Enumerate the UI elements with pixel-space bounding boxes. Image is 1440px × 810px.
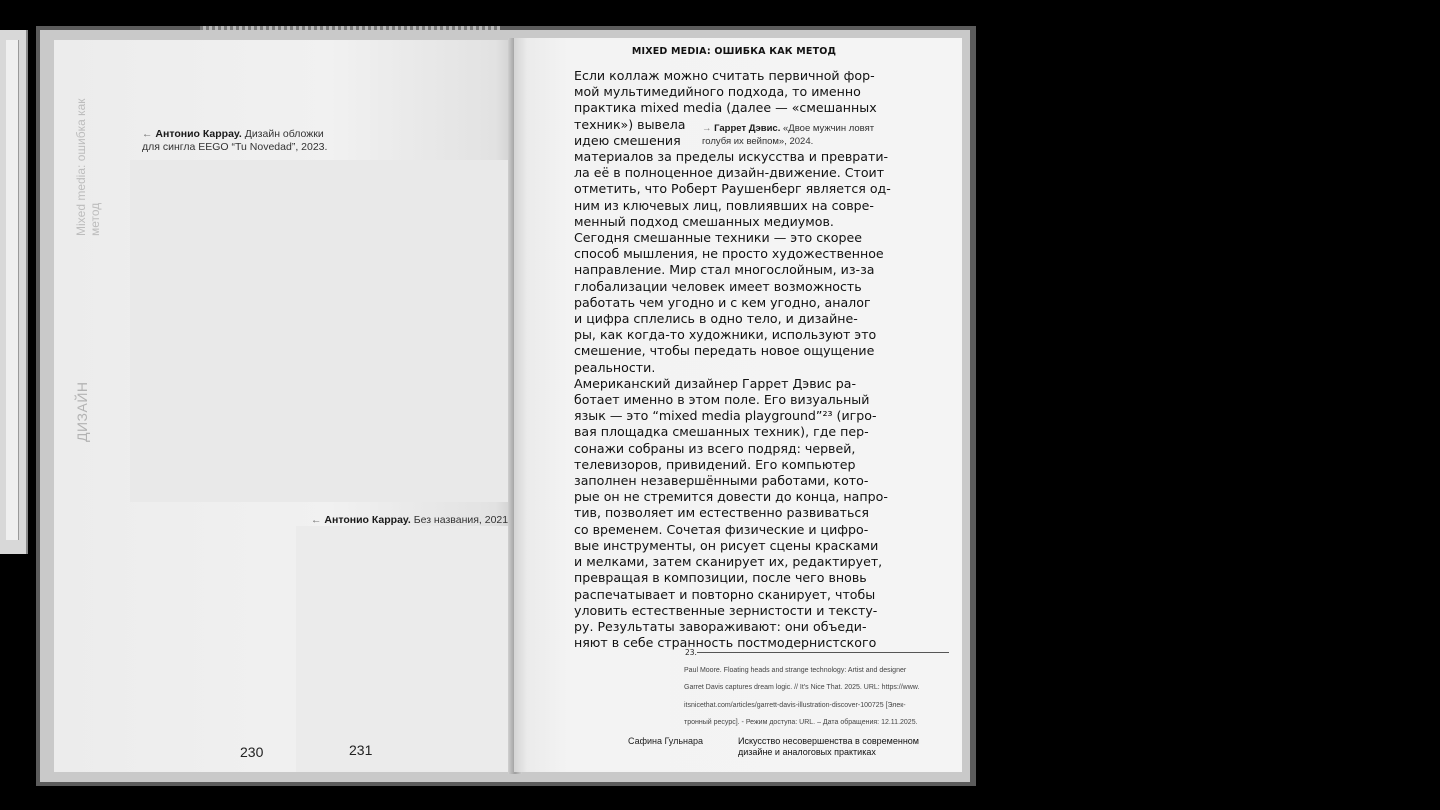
text-line: работать чем угодно и с кем угодно, аналог xyxy=(574,294,871,310)
image-caption-1 xyxy=(142,128,342,154)
text-line: ла её в полноценное дизайн-движение. Стоит xyxy=(574,165,885,181)
image-placeholder-untitled xyxy=(296,526,514,772)
text-line: Сегодня смешанные техники — это скорее xyxy=(574,230,862,246)
text-line: заполнен незавершёнными работами, кото- xyxy=(574,473,869,489)
text-line: телевизоров, привидений. Его компьютер xyxy=(574,456,856,472)
text-line: Американский дизайнер Гаррет Дэвис ра- xyxy=(574,375,856,391)
running-title-vertical: Mixed media: ошибка как метод xyxy=(74,98,102,236)
text-line: идею смешения xyxy=(574,132,681,148)
text-line: вые инструменты, он рисует сцены красками xyxy=(574,537,879,553)
page-number-left: 230 xyxy=(240,744,264,760)
text-line: язык — это “mixed media playground”²³ (игро- xyxy=(574,408,877,424)
page-number-right: 231 xyxy=(349,742,373,758)
caption-text: Дизайн обложки для сингла EEGO “Tu Novedad”, 2023. xyxy=(142,128,328,153)
text-line: смешение, чтобы передать новое ощущение xyxy=(574,343,875,359)
running-header: MIXED MEDIA: ОШИБКА КАК МЕТОД xyxy=(631,46,837,57)
text-line: няют в себе странность постмодернистского xyxy=(574,635,877,651)
text-line: ботает именно в этом поле. Его визуальный xyxy=(574,392,870,408)
text-line: способ мышления, не просто художественное xyxy=(574,246,884,262)
text-line: со временем. Сочетая физические и цифро- xyxy=(574,521,869,537)
caption-author: Гаррет Дэвис. xyxy=(714,123,781,134)
caption-author: Антонио Каррау. xyxy=(324,514,411,526)
caption-text: «Двое мужчин ловят голубя их вейпом», 2024. xyxy=(702,123,875,147)
text-line: ним из ключевых лиц, повлиявших на совре- xyxy=(574,197,874,213)
text-line: распечатывает и повторно сканирует, чтобы xyxy=(574,586,876,602)
text-line: менный подход смешанных медиумов. xyxy=(574,213,834,229)
footnote-line: Garret Davis captures dream logic. // It's Nice That. 2025. URL: https://www. xyxy=(684,684,920,692)
text-line: сонажи собраны из всего подряд: червей, xyxy=(574,440,856,456)
caption-author: Антонио Каррау. xyxy=(155,128,242,140)
text-line: превращая в композиции, после чего вновь xyxy=(574,570,867,586)
text-line: практика mixed media (далее — «смешанных xyxy=(574,100,877,116)
text-line: вая площадка смешанных техник), где пер- xyxy=(574,424,869,440)
arrow-right-icon: → xyxy=(702,123,712,134)
text-line: отметить, что Роберт Раушенберг является од- xyxy=(574,181,891,197)
footnote-divider xyxy=(697,652,949,653)
text-line: техник») вывела xyxy=(574,116,686,132)
body-text xyxy=(574,68,904,651)
footer-book-title: Искусство несовершенства в современном дизайне и аналоговых практиках xyxy=(738,736,919,757)
text-line: и мелками, затем сканирует их, редактирует, xyxy=(574,554,883,570)
arrow-left-icon: ← xyxy=(142,128,153,140)
image-caption-2 xyxy=(311,514,516,527)
image-caption-3 xyxy=(702,123,882,148)
text-line: рые он не стремится довести до конца, напро- xyxy=(574,489,888,505)
text-line: ру. Результаты завораживают: они объеди- xyxy=(574,618,867,634)
text-line: и цифра сплелись в одно тело, и дизайне- xyxy=(574,311,858,327)
image-placeholder-cover-design xyxy=(130,160,510,502)
caption-text: Без названия, 2021 xyxy=(413,514,509,526)
footnote-number: 23. xyxy=(685,648,697,657)
text-line: тив, позволяет им естественно развиваться xyxy=(574,505,869,521)
footer-author: Сафина Гульнара xyxy=(628,736,704,746)
text-line: уловить естественные зернистости и тексту- xyxy=(574,602,878,618)
footnote-line: itsnicethat.com/articles/garrett-davis-illustration-discover-100725 [Элек- xyxy=(684,701,906,709)
section-label-vertical: ДИЗАЙН xyxy=(74,381,90,442)
text-line: направление. Мир стал многослойным, из-за xyxy=(574,262,875,278)
text-line: Если коллаж можно считать первичной фор- xyxy=(574,68,875,83)
arrow-left-icon: ← xyxy=(311,514,322,526)
footnote-line: Paul Moore. Floating heads and strange technology: Artist and designer xyxy=(684,667,907,674)
text-line: глобализации человек имеет возможность xyxy=(574,278,862,294)
text-line: реальности. xyxy=(574,359,656,375)
footnote xyxy=(684,662,952,731)
footnote-line: тронный ресурс]. - Режим доступа: URL. – Дата обращения: 12.11.2025. xyxy=(684,718,918,726)
text-line: мой мультимедийного подхода, то именно xyxy=(574,84,861,100)
text-line: материалов за пределы искусства и преврати- xyxy=(574,149,889,165)
text-line: ры, как когда-то художники, используют это xyxy=(574,327,877,343)
adjacent-page-edge xyxy=(0,30,28,554)
